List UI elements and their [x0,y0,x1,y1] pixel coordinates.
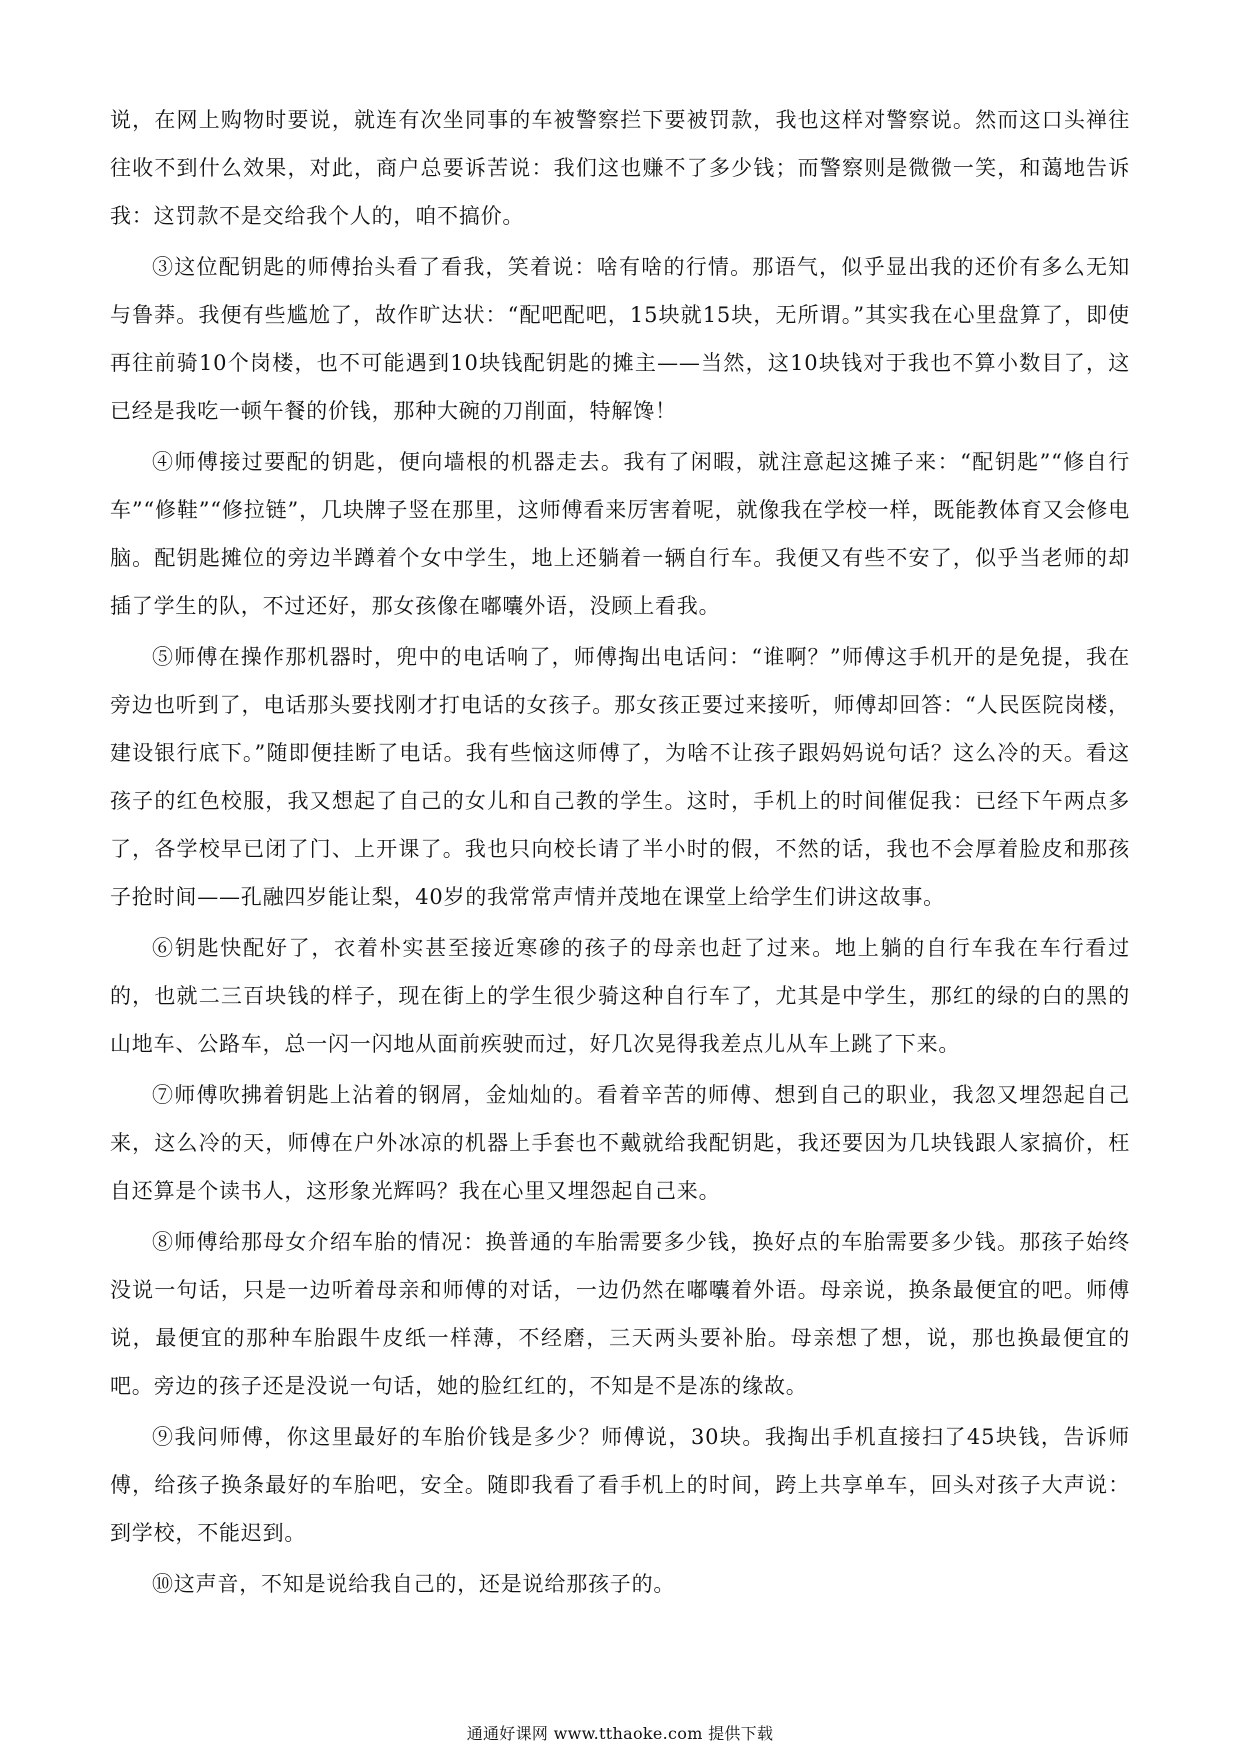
document-body [110,96,1130,1611]
paragraph-7: ⑦师傅吹拂着钥匙上沾着的钢屑，金灿灿的。看着辛苦的师傅、想到自己的职业，我忽又埋怨起自己来，这么冷的天，师傅在户外冰凉的机器上手套也不戴就给我配钥匙，我还要因为几块钱跟人家搞价，枉自还算是个读书人，这形象光辉吗？我在心里又埋怨起自己来。 [110,1083,1130,1203]
paragraph-8: ⑧师傅给那母女介绍车胎的情况：换普通的车胎需要多少钱，换好点的车胎需要多少钱。那孩子始终没说一句话，只是一边听着母亲和师傅的对话，一边仍然在嘟囔着外语。母亲说，换条最便宜的吧。师傅说，最便宜的那种车胎跟牛皮纸一样薄，不经磨，三天两头要补胎。母亲想了想，说，那也换最便宜的吧。旁边的孩子还是没说一句话，她的脸红红的，不知是不是冻的缘故。 [110,1230,1130,1398]
paragraph-9: ⑨我问师傅，你这里最好的车胎价钱是多少？师傅说，30块。我掏出手机直接扫了45块钱，告诉师傅，给孩子换条最好的车胎吧，安全。随即我看了看手机上的时间，跨上共享单车，回头对孩子大声说：到学校，不能迟到。 [110,1425,1130,1545]
page-footer: 通通好课网 www.tthaoke.com 提供下载 [466,1724,774,1743]
paragraph-4: ④师傅接过要配的钥匙，便向墙根的机器走去。我有了闲暇，就注意起这摊子来：“配钥匙”“修自行车”“修鞋”“修拉链”，几块牌子竖在那里，这师傅看来厉害着呢，就像我在学校一样，既能教体育又会修电脑。配钥匙摊位的旁边半蹲着个女中学生，地上还躺着一辆自行车。我便又有些不安了，似乎当老师的却插了学生的队，不过还好，那女孩像在嘟囔外语，没顾上看我。 [110,450,1130,618]
paragraph-6: ⑥钥匙快配好了，衣着朴实甚至接近寒碜的孩子的母亲也赶了过来。地上躺的自行车我在车行看过的，也就二三百块钱的样子，现在街上的学生很少骑这种自行车了，尤其是中学生，那红的绿的白的黑的山地车、公路车，总一闪一闪地从面前疾驶而过，好几次晃得我差点儿从车上跳了下来。 [110,936,1130,1056]
paragraph-10: ⑩这声音，不知是说给我自己的，还是说给那孩子的。 [152,1572,676,1596]
paragraph-5: ⑤师傅在操作那机器时，兜中的电话响了，师傅掏出电话问：“谁啊？”师傅这手机开的是免提，我在旁边也听到了，电话那头要找刚才打电话的女孩子。那女孩正要过来接听，师傅却回答：“人民医院岗楼，建设银行底下。”随即便挂断了电话。我有些恼这师傅了，为啥不让孩子跟妈妈说句话？这么冷的天。看这孩子的红色校服，我又想起了自己的女儿和自己教的学生。这时，手机上的时间催促我：已经下午两点多了，各学校早已闭了门、上开课了。我也只向校长请了半小时的假，不然的话，我也不会厚着脸皮和那孩子抢时间——孔融四岁能让梨，40岁的我常常声情并茂地在课堂上给学生们讲这故事。 [110,645,1130,909]
paragraph-continued: 说，在网上购物时要说，就连有次坐同事的车被警察拦下要被罚款，我也这样对警察说。然而这口头禅往往收不到什么效果，对此，商户总要诉苦说：我们这也赚不了多少钱；而警察则是微微一笑，和蔼地告诉我：这罚款不是交给我个人的，咱不搞价。 [110,108,1130,228]
paragraph-3: ③这位配钥匙的师傅抬头看了看我，笑着说：啥有啥的行情。那语气，似乎显出我的还价有多么无知与鲁莽。我便有些尴尬了，故作旷达状：“配吧配吧，15块就15块，无所谓。”其实我在心里盘算了，即使再往前骑10个岗楼，也不可能遇到10块钱配钥匙的摊主——当然，这10块钱对于我也不算小数目了，这已经是我吃一顿午餐的价钱，那种大碗的刀削面，特解馋！ [110,255,1130,423]
